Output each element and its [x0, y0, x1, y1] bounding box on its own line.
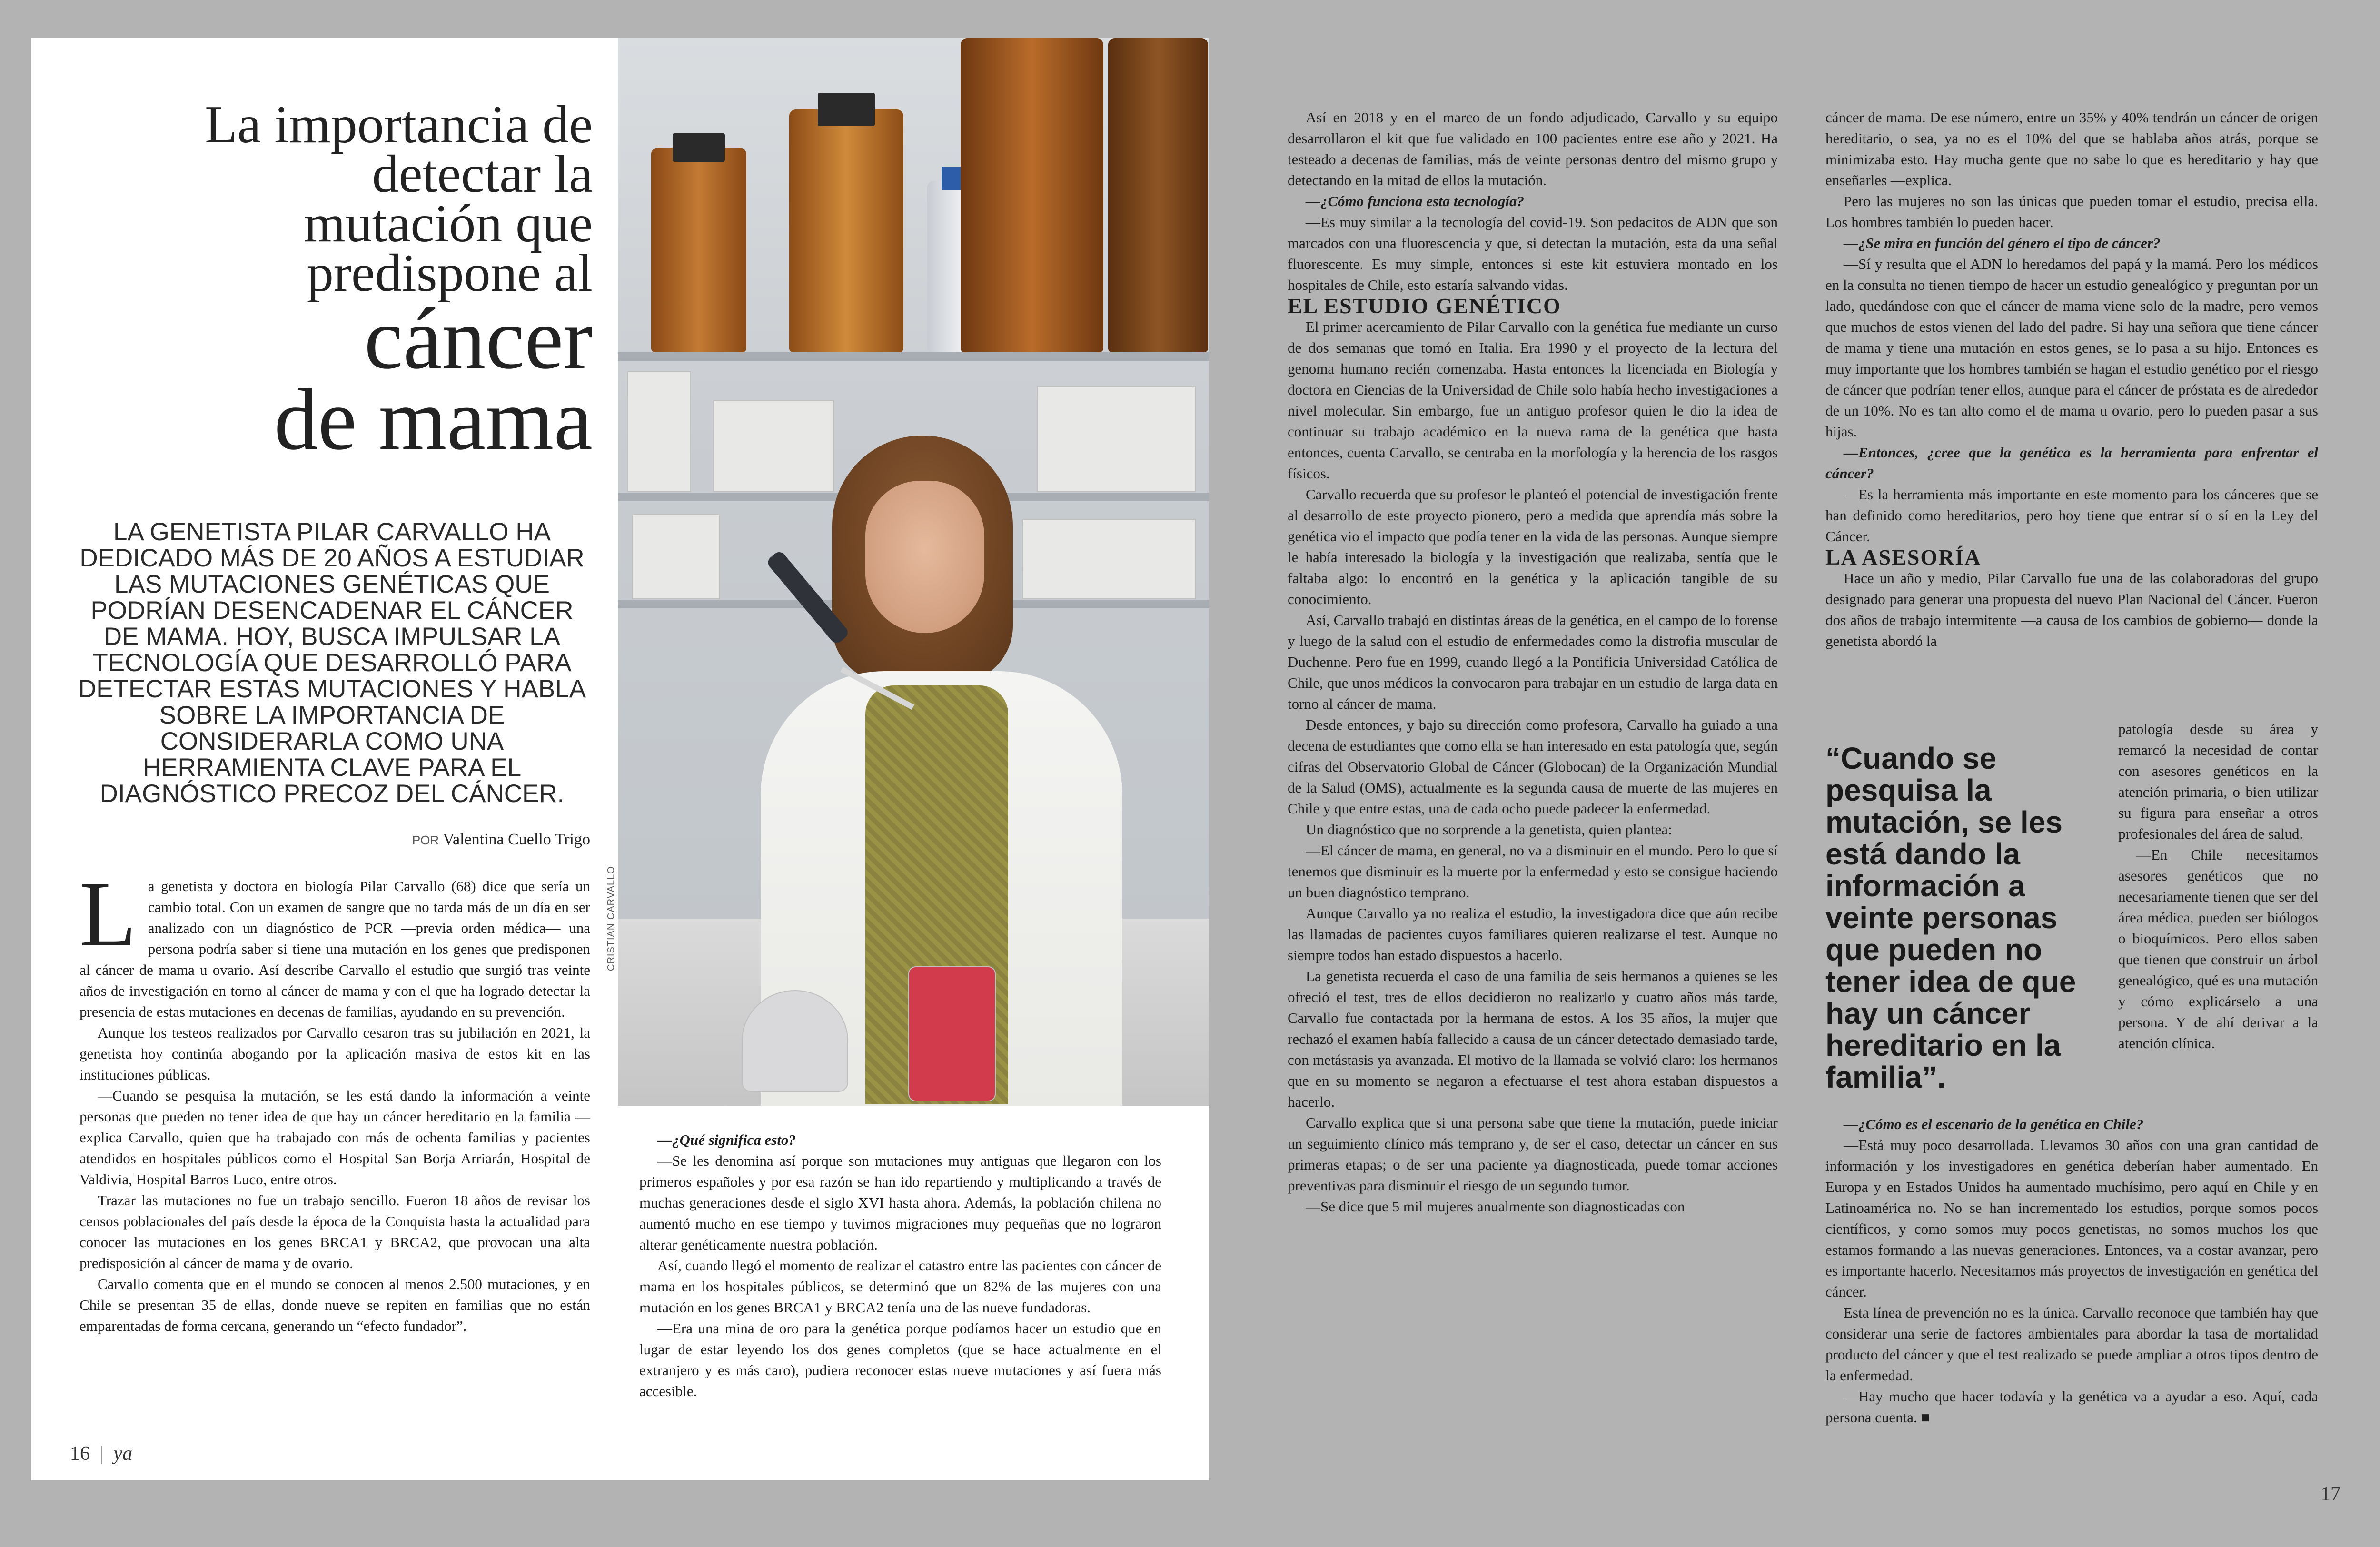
headline-line-3: mutación que	[304, 194, 593, 253]
lab-photo	[618, 38, 1209, 1106]
text-column-5	[2118, 719, 2318, 1054]
scientist-face	[865, 481, 984, 633]
lab-flask	[742, 990, 848, 1092]
magazine-logo: ya	[113, 1443, 133, 1465]
text-column-4	[1825, 107, 2318, 652]
paragraph: —Sí y resulta que el ADN lo heredamos del papá y la mamá. Pero los médicos en la consulta no tienen tiempo de hacer un estudio genealógico y preguntan por un lado, quedándose con que el cáncer de mama viene solo de la madre, pero vemos que muchos de estos vienen del lado del padre. Si hay una señora que tiene cáncer de mama y tiene una mutación en estos genes, se lo pasa a su hijo. Entonces es muy importante que los hombres también se hagan el estudio genético por el riesgo de cáncer que podrían tener ellos, aunque para el cáncer de próstata es de alrededor de un 10%. No es tan alto como el de mama u ovario, pero lo pueden pasar a sus hijas.	[1825, 256, 2318, 440]
paragraph: Aunque Carvallo ya no realiza el estudio, la investigadora dice que aún recibe las llamadas de pacientes cuyos familiares quieren realizarse el test. Aunque no siempre todos han estado dispuestos a hacerlo.	[1288, 905, 1778, 963]
paragraph: Desde entonces, y bajo su dirección como profesora, Carvallo ha guiado a una decena de estudiantes que como ella se han interesado en esta patología que, según cifras del Observatorio Global de Cáncer (Globocan) de la Organización Mundial de la Salud (OMS), actualmente es la segunda causa de muerte de las mujeres en Chile y que entre estas, una de cada ocho puede padecer la enfermedad.	[1288, 716, 1778, 817]
lab-box	[1022, 519, 1196, 599]
byline-prefix: POR	[412, 833, 439, 847]
amber-bottle	[789, 109, 903, 352]
amber-bottle	[961, 38, 1103, 352]
section-heading: LA ASESORÍA	[1825, 545, 1982, 569]
left-page	[31, 38, 1209, 1480]
paragraph: Así, cuando llegó el momento de realizar el catastro entre las pacientes con cáncer de mama en los hospitales públicos, se determinó que un 82% de las mujeres con una mutación en los genes BRCA1 y BRCA2 tenía una de las nueve fundadoras.	[639, 1257, 1161, 1316]
drop-cap: L	[79, 863, 137, 966]
text-column-6	[1825, 1114, 2318, 1428]
paragraph: —Era una mina de oro para la genética porque podíamos hacer un estudio que en lugar de estar leyendo los dos genes completos (que se hace actualmente en el extranjero y es más caro), pudiera reconocer estas nueve mutaciones y así fuera más accesible.	[639, 1320, 1161, 1399]
headline-line-5: cáncer	[364, 290, 593, 387]
paragraph: —En Chile necesitamos asesores genéticos que no necesariamente tienen que ser del área médica, pueden ser biólogos o bioquímicos. Pero ellos saben que tienen que construir un árbol genealógico, qué es una mutación y cómo explicárselo a una persona. Y de ahí derivar a la atención clínica.	[2118, 846, 2318, 1051]
paragraph: Carvallo recuerda que su profesor le planteó el potencial de investigación frente al desarrollo de este proyecto pionero, pero a medida que aprendía más sobre la genética vio el impacto que podía tener en la vida de las personas. Aunque siempre le había interesado la biología y la investigación que realizaba, sentía que le faltaba algo: lo encontró en la genética y la aplicación tangible de su conocimiento.	[1288, 486, 1778, 607]
folio-left	[70, 1442, 132, 1465]
interview-question: —¿Cómo es el escenario de la genética en Chile?	[1844, 1116, 2144, 1132]
paragraph: —Está muy poco desarrollada. Llevamos 30 años con una gran cantidad de información y los investigadores en genética deberían haber aumentado. En Europa y en Estados Unidos ha aumentado muchísimo, pero aquí en Chile y en Latinoamérica no. No se han incrementado los estudios, porque somos pocos científicos, y como somos muy pocos genetistas, no somos muchos los que estamos formando a las nuevas generaciones. Entonces, va a costar avanzar, pero es importante hacerlo. Necesitamos más proyectos de investigación en genética del cáncer.	[1825, 1137, 2318, 1300]
headline-line-1: La importancia de	[205, 95, 593, 154]
paragraph: —Es la herramienta más importante en este momento para los cánceres que se han definido como hereditarios, pero hoy tiene que entrar sí o sí en la Ley del Cáncer.	[1825, 486, 2318, 545]
paragraph: Aunque los testeos realizados por Carvallo cesaron tras su jubilación en 2021, la genetista hoy continúa abogando por la aplicación masiva de estos kit en las instituciones públicas.	[79, 1024, 590, 1083]
text-column-1	[79, 863, 590, 1337]
paragraph: Carvallo comenta que en el mundo se conocen al menos 2.500 mutaciones, y en Chile se presentan 35 de ellas, donde nueve se repiten en familias que no están emparentadas de forma cercana, generando un “efecto fundador”.	[79, 1276, 590, 1334]
headline-line-4: predispone al	[307, 244, 593, 303]
interview-question: —¿Cómo funciona esta tecnología?	[1306, 193, 1524, 209]
pull-quote: “Cuando se pesquisa la mutación, se les está dando la información a veinte personas que pueden no tener idea de que hay un cáncer hereditario en la familia”.	[1825, 741, 2076, 1094]
interview-question: —¿Se mira en función del género el tipo de cáncer?	[1844, 235, 2161, 251]
paragraph: —Se les denomina así porque son mutaciones muy antiguas que llegaron con los primeros españoles y por esa razón se han ido repartiendo y multiplicando a través de muchas generaciones desde el siglo XVI hasta ahora. Además, la población chilena no aumentó mucho en ese tiempo y tuvimos migraciones muy pequeñas que no lograron alterar genéticamente nuestra población.	[639, 1152, 1161, 1253]
article-headline	[60, 95, 593, 468]
bottle-cap	[673, 133, 725, 162]
paragraph: —Es muy similar a la tecnología del covid-19. Son pedacitos de ADN que son marcados con una fluorescencia y que, si detectan la mutación, esta da una señal fluorescente. Es muy simple, entonces si este kit estuviera montado en los hospitales de Chile, esto estaría salvando vidas.	[1288, 214, 1778, 293]
byline	[126, 831, 590, 849]
paragraph: patología desde su área y remarcó la necesidad de contar con asesores genéticos en la atención primaria, o bien utilizar su figura para enseñar a otros profesionales del área de salud.	[2118, 721, 2318, 842]
folio-separator: |	[99, 1443, 104, 1465]
text-column-3	[1288, 107, 1778, 1217]
photo-shelf	[618, 352, 1209, 361]
paragraph: —Hay mucho que hacer todavía y la genética va a ayudar a eso. Aquí, cada persona cuenta. ■	[1825, 1388, 2318, 1426]
lab-box	[632, 514, 720, 599]
paragraph: —Se dice que 5 mil mujeres anualmente son diagnosticadas con	[1306, 1198, 1685, 1215]
paragraph: Un diagnóstico que no sorprende a la genetista, quien plantea:	[1306, 821, 1672, 838]
paragraph: Carvallo explica que si una persona sabe que tiene la mutación, puede iniciar un seguimiento clínico más temprano y, de ser el caso, detectar un cáncer en sus primeras etapas; o de ser una paciente ya diagnosticada, puede tomar acciones preventivas para disminuir el riesgo de un segundo tumor.	[1288, 1114, 1778, 1194]
paragraph: —Cuando se pesquisa la mutación, se les está dando la información a veinte personas que pueden no tener idea de que hay un cáncer hereditario en la familia —explica Carvallo, quien que ha trabajado con más de ochenta familias y pacientes atendidos en hospitales públicos como el Hospital San Borja Arriarán, Hospital de Valdivia, Hospital Barros Luco, entre otros.	[79, 1087, 590, 1188]
headline-line-6: de mama	[274, 371, 593, 468]
paragraph: Así en 2018 y en el marco de un fondo adjudicado, Carvallo y su equipo desarrollaron el kit que fue validado en 100 pacientes entre ese año y 2021. Ha testeado a decenas de familias, más de veinte personas dentro del mismo grupo y detectando en la mitad de ellos la mutación.	[1288, 109, 1778, 188]
paragraph: Trazar las mutaciones no fue un trabajo sencillo. Fueron 18 años de revisar los censos poblacionales del país desde la época de la Conquista hasta la actualidad para conocer las mutaciones en los genes BRCA1 y BRCA2, que provocan una alta predisposición al cáncer de mama y de ovario.	[79, 1192, 590, 1271]
page-number-right: 17	[2320, 1483, 2340, 1505]
sample-jar	[908, 966, 996, 1101]
paragraph: Esta línea de prevención no es la única. Carvallo reconoce que también hay que considerar una serie de factores ambientales para abordar la tasa de mortalidad producto del cáncer y que el test realizado se puede ampliar a otros tipos dentro de la enfermedad.	[1825, 1304, 2318, 1384]
text-column-2	[639, 1130, 1161, 1402]
interview-question: —Entonces, ¿cree que la genética es la herramienta para enfrentar el cáncer?	[1825, 444, 2318, 482]
byline-author: Valentina Cuello Trigo	[443, 831, 590, 848]
bottle-cap	[818, 93, 875, 126]
interview-question: —¿Qué significa esto?	[657, 1131, 796, 1148]
article-dek: LA GENETISTA PILAR CARVALLO HA DEDICADO MÁS DE 20 AÑOS A ESTUDIAR LAS MUTACIONES GENÉTICAS QUE PODRÍAN DESENCADENAR EL CÁNCER DE MAMA. HOY, BUSCA IMPULSAR LA TECNOLOGÍA QUE DESARROLLÓ PARA DETECTAR ESTAS MUTACIONES Y HABLA SOBRE LA IMPORTANCIA DE CONSIDERARLA COMO UNA HERRAMIENTA CLAVE PARA EL DIAGNÓSTICO PRECOZ DEL CÁNCER.	[78, 518, 586, 808]
folio-right	[2320, 1483, 2340, 1506]
paragraph: —El cáncer de mama, en general, no va a disminuir en el mundo. Pero lo que sí tenemos que disminuir es la muerte por la enfermedad y esto se consigue haciendo un buen diagnóstico temprano.	[1288, 842, 1778, 901]
lab-binder	[627, 371, 691, 492]
section-heading: EL ESTUDIO GENÉTICO	[1288, 294, 1561, 318]
lab-box	[1037, 386, 1196, 492]
paragraph: Así, Carvallo trabajó en distintas áreas de la genética, en el campo de lo forense y luego de la salud con el estudio de enfermedades como la distrofia muscular de Duchenne. Pero fue en 1999, cuando llegó a la Pontificia Universidad Católica de Chile, que unos médicos la convocaron para trabajar en un estudio de larga data en torno al cáncer de mama.	[1288, 612, 1778, 712]
paragraph: Pero las mujeres no son las únicas que pueden tomar el estudio, precisa ella. Los hombres también lo pueden hacer.	[1825, 193, 2318, 230]
photo-credit: CRISTIAN CARVALLO	[606, 866, 616, 971]
paragraph: Hace un año y medio, Pilar Carvallo fue una de las colaboradoras del grupo designado para generar una propuesta del nuevo Plan Nacional del Cáncer. Fueron dos años de trabajo intermitente —a causa de los cambios de gobierno— donde la genetista abordó la	[1825, 570, 2318, 649]
paragraph: El primer acercamiento de Pilar Carvallo con la genética fue mediante un curso de dos semanas que tomó en Italia. Era 1990 y el proyecto de la lectura del genoma humano recién comenzaba. Hasta entonces la licenciada en Biología y doctora en Ciencias de la Universidad de Chile solo había hecho investigaciones a nivel molecular. Sin embargo, fue un antiguo profesor quien le dio la idea de continuar su trabajo académico en la nueva rama de la genética que hasta entonces, cuenta Carvallo, se centraba en la morfología y la herencia de los rasgos físicos.	[1288, 318, 1778, 482]
amber-bottle	[1108, 38, 1208, 352]
amber-bottle	[651, 148, 746, 352]
headline-line-2: detectar la	[372, 145, 593, 204]
paragraph: cáncer de mama. De ese número, entre un 35% y 40% tendrán un cáncer de origen hereditario, o sea, ya no es el 10% del que se hablaba años atrás, porque se minimizaba esto. Hay mucha gente que no sabe lo que es hereditario y hay que enseñarles —explica.	[1825, 109, 2318, 188]
paragraph: La genetista y doctora en biología Pilar Carvallo (68) dice que sería un cambio total. Con un examen de sangre que no tarda más de un día en ser analizado con un diagnóstico de PCR —previa orden médica— una persona podría saber si tiene una mutación en los genes que predisponen al cáncer de mama u ovario. Así describe Carvallo el estudio que surgió tras veinte años de investigación en torno al cáncer de mama y con el que ha logrado detectar la presencia de estas mutaciones en decenas de familias, ayudando en su prevención.	[79, 863, 590, 1020]
page-number-left: 16	[70, 1443, 90, 1465]
lab-box	[713, 400, 834, 492]
paragraph: La genetista recuerda el caso de una familia de seis hermanos a quienes se les ofreció el test, tres de ellos decidieron no realizarlo y cuatro años más tarde, Carvallo fue contactada por la hermana de estos. A los 35 años, la mujer que rechazó el examen había fallecido a causa de un cáncer detectado demasiado tarde, con metástasis ya avanzada. El motivo de la llamada se volvió claro: los hermanos que en su momento se negaron a efectuarse el test ahora estaban dispuestos a hacerlo.	[1288, 968, 1778, 1110]
